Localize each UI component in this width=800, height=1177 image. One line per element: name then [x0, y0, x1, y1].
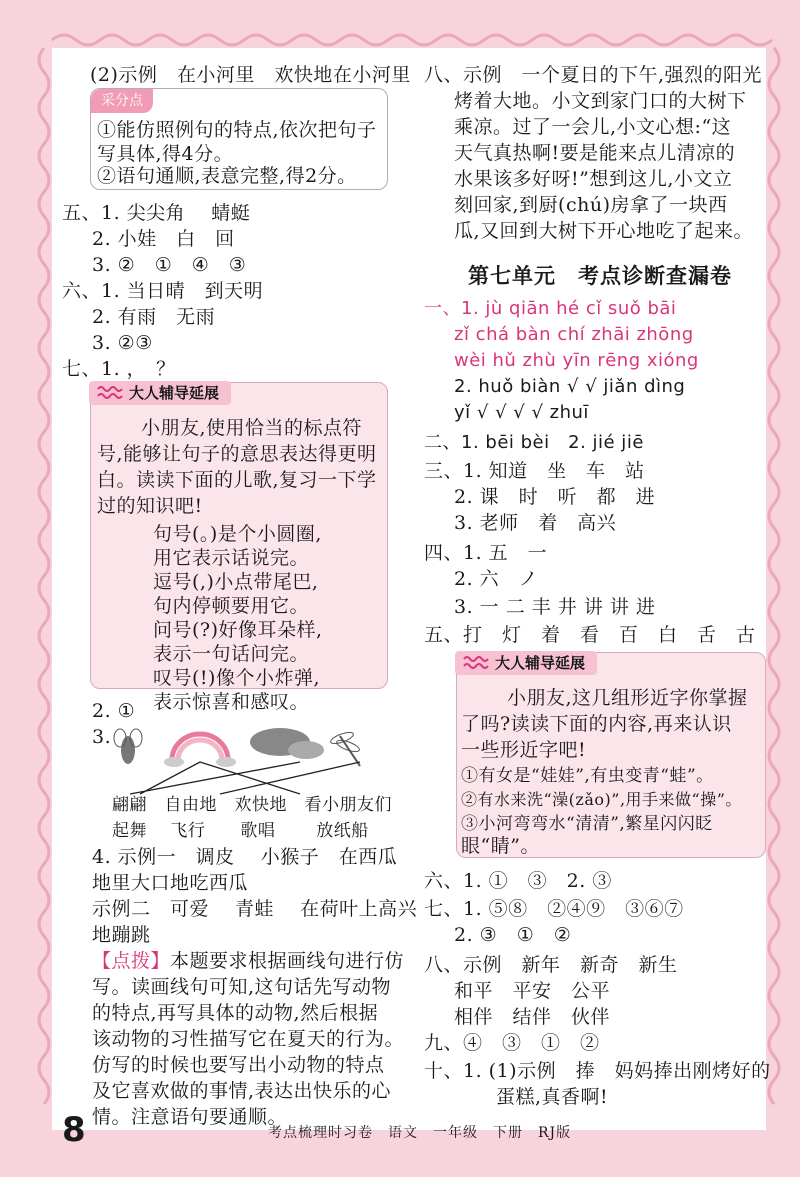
- q7-4-line: 示例二 可爱 青蛙 在荷叶上高兴: [92, 898, 418, 920]
- u1-2a: 2. huǒ biàn √ √ jiǎn dìng: [454, 376, 686, 397]
- u3-1: 三、1. 知道 坐 车 站: [424, 460, 645, 482]
- extension-text: 一些形近字吧!: [461, 739, 587, 761]
- poem-line: 问号(?)好像耳朵样,: [153, 619, 323, 641]
- extension-text: ①有女是“娃娃”,有虫变青“蛙”。: [461, 766, 714, 786]
- hint-line: 的特点,再写具体的动物,然后根据: [92, 1002, 379, 1024]
- poem-line: 表示惊喜和感叹。: [153, 691, 310, 713]
- matching-lines: [110, 760, 370, 796]
- u3-2: 2. 课 时 听 都 进: [454, 486, 656, 508]
- u1-2b: yǐ √ √ √ √ zhuī: [454, 402, 589, 423]
- q5-3: 3. ② ① ④ ③: [92, 254, 247, 276]
- poem-line: 表示一句话问完。: [153, 643, 310, 665]
- extension-text: 了吗?读读下面的内容,再来认识: [461, 713, 732, 735]
- q7-4-line: 4. 示例一 调皮 小猴子 在西瓜: [92, 846, 398, 868]
- q7-2-choice: 2. ①: [92, 700, 136, 722]
- q7-1: 七、1. ， ？: [62, 358, 176, 380]
- q7-3-label: 3.: [92, 726, 112, 748]
- u8-2: 和平 平安 公平: [454, 980, 611, 1002]
- u10-line: 十、1. (1)示例 捧 妈妈捧出刚烤好的: [424, 1060, 771, 1082]
- q6-3: 3. ②③: [92, 332, 153, 354]
- q8-line: 水果该多好呀!”想到这儿,小文立: [454, 168, 733, 190]
- score-points-box: [90, 88, 388, 190]
- hint-text: 本题要求根据画线句进行仿: [170, 950, 405, 972]
- extension-tag: [455, 651, 597, 675]
- q8-line: 八、示例 一个夏日的下午,强烈的阳光: [424, 64, 763, 86]
- u4-1: 四、1. 五 一: [424, 542, 548, 564]
- q7-4-line: 地里大口地吃西瓜: [92, 872, 249, 894]
- extension-text: 号,能够让句子的意思表达得更明: [97, 443, 377, 465]
- wave-icon: [97, 385, 123, 401]
- lotus-leaf-icon: [250, 728, 324, 759]
- q5-1: 五、1. 尖尖角 蜻蜓: [62, 202, 251, 224]
- hint-line: 仿写的时候也要写出小动物的特点: [92, 1054, 385, 1076]
- extension-text: 眼“睛”。: [461, 835, 540, 857]
- extension-tag: [89, 381, 231, 405]
- u5: 五、打 灯 着 看 百 白 舌 古: [424, 624, 756, 646]
- extension-text: ②有水来洗“澡(zǎo)”,用手来做“操”。: [461, 790, 742, 809]
- q5-2: 2. 小娃 白 回: [92, 228, 235, 250]
- poem-line: 句内停顿要用它。: [153, 595, 310, 617]
- wave-icon: [463, 655, 489, 671]
- extension-text: 小朋友,这几组形近字你掌握: [507, 687, 748, 709]
- q6-2: 2. 有雨 无雨: [92, 306, 216, 328]
- u7-1: 七、1. ⑤⑧ ②④⑨ ③⑥⑦: [424, 898, 684, 920]
- u9: 九、④ ③ ① ②: [424, 1032, 600, 1054]
- u8-3: 相伴 结伴 伙伴: [454, 1006, 611, 1028]
- match-bottom-words: 起舞 飞行 歌唱 放纸船: [112, 821, 369, 841]
- poem-line: 逗号(,)小点带尾巴,: [153, 571, 319, 593]
- u7-2: 2. ③ ① ②: [454, 924, 572, 946]
- extension-tag-label: 大人辅导延展: [129, 384, 220, 402]
- q8-line: 天气真热啊!要是能来点儿清凉的: [454, 142, 736, 164]
- q8-line: 烤着大地。小文到家门口的大树下: [454, 90, 747, 112]
- q6-1: 六、1. 当日晴 到天明: [62, 280, 264, 302]
- q7-4-line: 地蹦跳: [92, 924, 151, 946]
- hint-line: 写。读画线句可知,这句话先写动物: [92, 976, 392, 998]
- extension-text: ③小河弯弯水“清清”,繁星闪闪眨: [461, 814, 713, 834]
- poem-line: 句号(。)是个小圆圈,: [153, 523, 322, 545]
- q8-line: 瓜,又回到大树下开心地吃了起来。: [454, 220, 754, 242]
- footer-text: 考点梳理时习卷 语文 一年级 下册 RJ版: [268, 1125, 572, 1141]
- u1-1-pinyin: zǐ chá bàn chí zhāi zhōng: [454, 324, 694, 345]
- hint-line: [92, 948, 404, 974]
- u4-3: 3. 一 二 丰 井 讲 讲 进: [454, 596, 656, 618]
- q8-line: 乘凉。过了一会儿,小文心想:“这: [454, 116, 732, 138]
- score-points-tag: 采分点: [91, 89, 153, 113]
- extension-text: 过的知识吧!: [97, 495, 203, 517]
- poem-line: 叹号(!)像个小炸弹,: [153, 667, 321, 689]
- hint-line: 及它喜欢做的事情,表达出快乐的心: [92, 1080, 392, 1102]
- u4-2: 2. 六 ノ: [454, 568, 539, 590]
- u1-1-pinyin: 一、1. jù qiān hé cǐ suǒ bāi: [424, 298, 677, 319]
- page-number: 8: [62, 1110, 86, 1150]
- hint-tag: 【点拨】: [92, 950, 171, 972]
- u1-1-pinyin: wèi hǔ zhù yīn rēng xióng: [454, 350, 699, 371]
- u2: 二、1. bēi bèi 2. jié jiē: [424, 432, 644, 453]
- score-line: 写具体,得4分。: [97, 143, 234, 165]
- extension-text: 白。读读下面的儿歌,复习一下学: [97, 469, 377, 491]
- extension-tag-label: 大人辅导延展: [495, 654, 586, 672]
- poem-line: 用它表示话说完。: [153, 547, 310, 569]
- score-line: ①能仿照例句的特点,依次把句子: [97, 119, 377, 141]
- u8-1: 八、示例 新年 新奇 新生: [424, 954, 678, 976]
- match-top-words: 翩翩 自由地 欢快地 看小朋友们: [112, 795, 392, 815]
- extension-text: 小朋友,使用恰当的标点符: [141, 417, 363, 439]
- hint-line: 该动物的习性描写它在夏天的行为。: [92, 1028, 405, 1050]
- score-line: ②语句通顺,表意完整,得2分。: [97, 165, 357, 187]
- extension-box-characters: [456, 652, 766, 858]
- unit-title: 第七单元 考点诊断查漏卷: [468, 264, 732, 288]
- hint-line: 情。注意语句要通顺。: [92, 1106, 288, 1128]
- u3-3: 3. 老师 着 高兴: [454, 512, 617, 534]
- u6: 六、1. ① ③ 2. ③: [424, 870, 612, 892]
- u10-line: 蛋糕,真香啊!: [496, 1086, 609, 1108]
- q7-2-answer: (2)示例 在小河里 欢快地在小河里: [90, 64, 411, 86]
- bee-icon: [114, 729, 142, 764]
- q8-line: 刻回家,到厨(chú)房拿了一块西: [454, 194, 728, 216]
